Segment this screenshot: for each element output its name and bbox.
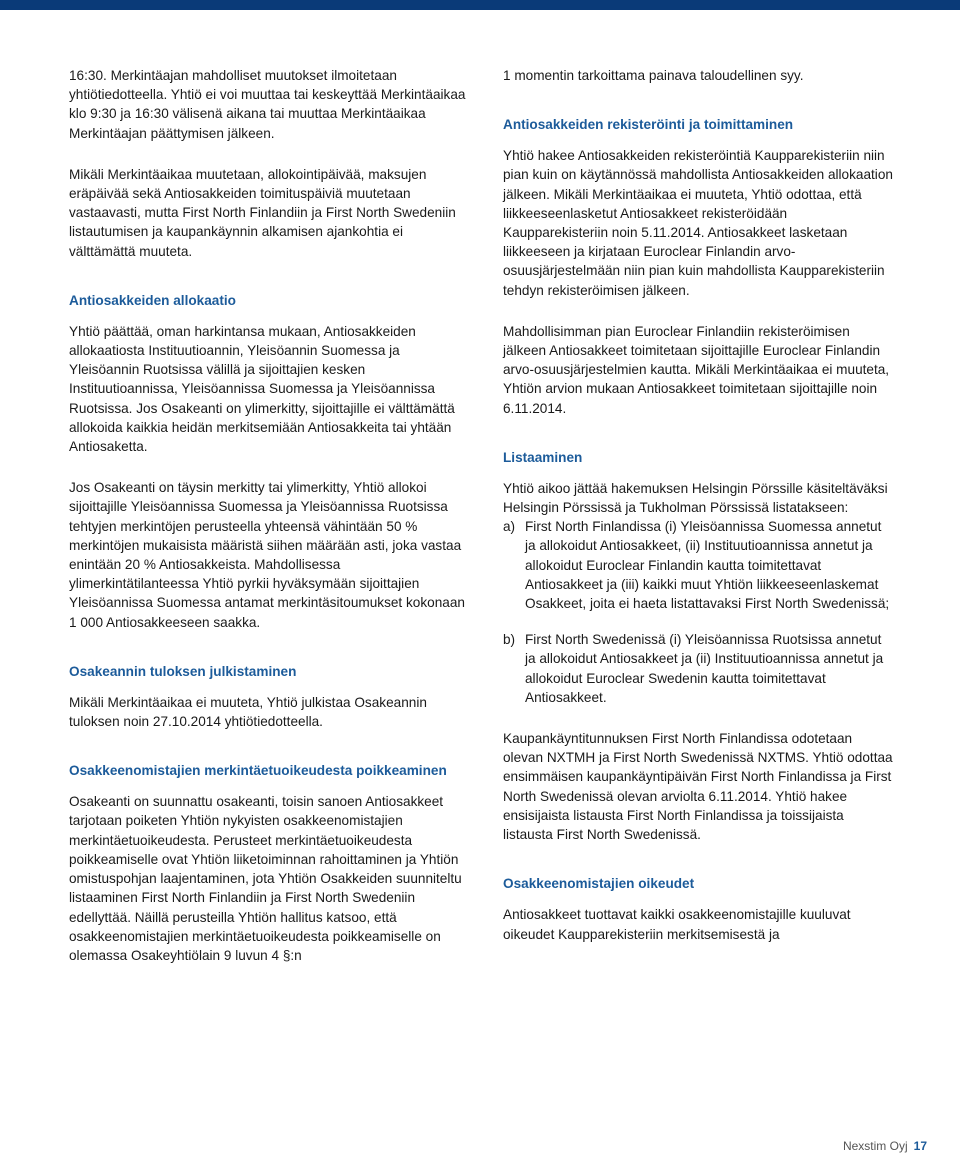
- section-heading: Antiosakkeiden allokaatio: [69, 292, 236, 308]
- paragraph: Kaupankäyntitunnuksen First North Finlandissa odotetaan olevan NXTMH ja First North Swedenissä NXTMS. Yhtiö odottaa ensimmäisen kaupankäyntipäivän First North Finlandissa ja First North Swedenissä olevan arviolta 6.11.2014. Yhtiö hakee ensisijaista listausta First North Finlandissa ja toissijaista listausta First North Swedenissä.: [503, 731, 893, 843]
- section-allokaatio: [69, 291, 469, 632]
- section-oikeudet: [503, 874, 893, 943]
- list-item-text: First North Finlandissa (i) Yleisöannissa Suomessa annetut ja allokoidut Antiosakkeet, (ii) Instituutioannissa annetut ja allokoidut Euroclear Finlandin kautta toimitettavat Antiosakkeet ja (iii) kaikki muut Yhtiön liikkeeseenlaskemat Osakkeet, joita ei haeta listattavaksi First North Swedenissä;: [525, 519, 890, 612]
- paragraph: 1 momentin tarkoittama painava taloudellinen syy.: [503, 68, 804, 83]
- left-column: [69, 66, 469, 965]
- section-tulos: [69, 662, 469, 731]
- paragraph: Mikäli Merkintäaikaa ei muuteta, Yhtiö julkistaa Osakeannin tuloksen noin 27.10.2014 yhtiötiedotteella.: [69, 694, 427, 730]
- paragraph: Yhtiö päättää, oman harkintansa mukaan, Antiosakkeiden allokaatiosta Instituutioannin, Yleisöannin Suomessa ja Yleisöannin Ruotsissa välillä ja sijoittajien kesken Instituutioannissa, Yleisöannissa Suomessa ja Yleisöannissa Ruotsissa. Jos Osakeanti on ylimerkitty, sijoittajille ei välttämättä allokoida kaikkia heidän merkitsemiään Antiosakkeita tai yhtään Antiosaketta.: [69, 323, 455, 455]
- section-etuoikeus: [69, 761, 469, 965]
- section-heading: Osakkeenomistajien merkintäetuoikeudesta poikkeaminen: [69, 763, 447, 779]
- paragraph: Mahdollisimman pian Euroclear Finlandiin rekisteröimisen jälkeen Antiosakkeet toimitetaan sijoittajille Euroclear Finlandin arvo-osuusjärjestelmien kautta. Mikäli Merkintäaikaa ei muuteta, Yhtiön arvion mukaan Antiosakkeet toimitetaan sijoittajille noin 6.11.2014.: [503, 323, 890, 416]
- page-number: 17: [913, 1139, 927, 1153]
- section-heading: Antiosakkeiden rekisteröinti ja toimittaminen: [503, 117, 794, 133]
- section-rekisterointi: [503, 115, 893, 418]
- list-item: [503, 517, 893, 613]
- paragraph: Jos Osakeanti on täysin merkitty tai ylimerkitty, Yhtiö allokoi sijoittajille Yleisöannissa Suomessa ja Yleisöannissa Ruotsissa tehtyjen merkintöjen perusteella yhteensä vähintään 50 % merkintöjen mukaisista määristä siihen määrään asti, joka vastaa enintään 20 % Antiosakkeista. Mahdollisessa ylimerkintätilanteessa Yhtiö pyrkii hyväksymään sijoittajien Yleisöannissa Suomessa antamat merkintäsitoumukset kokonaan 1 000 Antiosakkeeseen saakka.: [69, 480, 465, 630]
- list-marker: a): [503, 519, 516, 535]
- paragraph: Osakeanti on suunnattu osakeanti, toisin sanoen Antiosakkeet tarjotaan poiketen Yhtiön nykyisten osakkeenomistajien merkintäetuoikeudesta. Perusteet merkintäetuoikeudesta poikkeamiselle ovat Yhtiön liiketoiminnan rahoittaminen ja Yhtiön omistuspohjan laajentaminen, jota Yhtiön Osakkeiden suunniteltu listaaminen First North Finlandiin ja First North Swedeniin edellyttää. Näillä perusteilla Yhtiön hallitus katsoo, että osakkeenomistajien merkintäetuoikeudesta poikkeamiselle on olemassa Osakeyhtiölain 9 luvun 4 §:n: [69, 794, 462, 963]
- paragraph: 16:30. Merkintäajan mahdolliset muutokset ilmoitetaan yhtiötiedotteella. Yhtiö ei voi muuttaa tai keskeyttää Merkintäaikaa klo 9:30 ja 16:30 välisenä aikana tai muuttaa Merkintäaikaa Merkintäajan päättymisen jälkeen.: [69, 68, 466, 141]
- section-heading: Listaaminen: [503, 449, 583, 465]
- page-footer: [843, 1139, 927, 1153]
- paragraph: Yhtiö aikoo jättää hakemuksen Helsingin Pörssille käsiteltäväksi Helsingin Pörssissä ja Tukholman Pörssissä listatakseen:: [503, 480, 888, 516]
- listing-list: [503, 517, 893, 707]
- top-accent-bar: [0, 0, 960, 10]
- list-item-text: First North Swedenissä (i) Yleisöannissa Ruotsissa annetut ja allokoidut Antiosakkeet ja (ii) Instituutioannissa annetut ja allokoidut Euroclear Swedenin kautta toimitettavat Antiosakkeet.: [525, 632, 884, 705]
- section-listaaminen: [503, 448, 893, 844]
- paragraph: Antiosakkeet tuottavat kaikki osakkeenomistajille kuuluvat oikeudet Kaupparekisteriin merkitsemisestä ja: [503, 907, 851, 942]
- section-heading: Osakkeenomistajien oikeudet: [503, 876, 695, 892]
- company-name: Nexstim Oyj: [842, 1139, 908, 1153]
- right-column: [503, 66, 893, 944]
- paragraph: Mikäli Merkintäaikaa muutetaan, allokointipäivää, maksujen eräpäivää sekä Antiosakkeiden toimituspäiviä muutetaan vastaavasti, mutta First North Finlandiin ja First North Swedeniin listautumisen ja kaupankäynnin alkamisen ajankohtia ei välttämättä muuteta.: [69, 166, 456, 259]
- section-heading: Osakeannin tuloksen julkistaminen: [69, 663, 297, 679]
- list-marker: b): [503, 632, 516, 648]
- list-item: [503, 630, 893, 707]
- paragraph: Yhtiö hakee Antiosakkeiden rekisteröintiä Kaupparekisteriin niin pian kuin on käytännössä mahdollista Antiosakkeiden allokaation jälkeen. Mikäli Merkintäaikaa ei muuteta, Yhtiö odottaa, että liikkeeseenlasketut Antiosakkeet rekisteröidään Kaupparekisteriin noin 5.11.2014. Antiosakkeet lasketaan liikkeeseen ja kirjataan Euroclear Finlandin arvo-osuusjärjestelmään niin pian kuin mahdollista Kaupparekisteriin tehdyn rekisteröimisen jälkeen.: [503, 148, 893, 298]
